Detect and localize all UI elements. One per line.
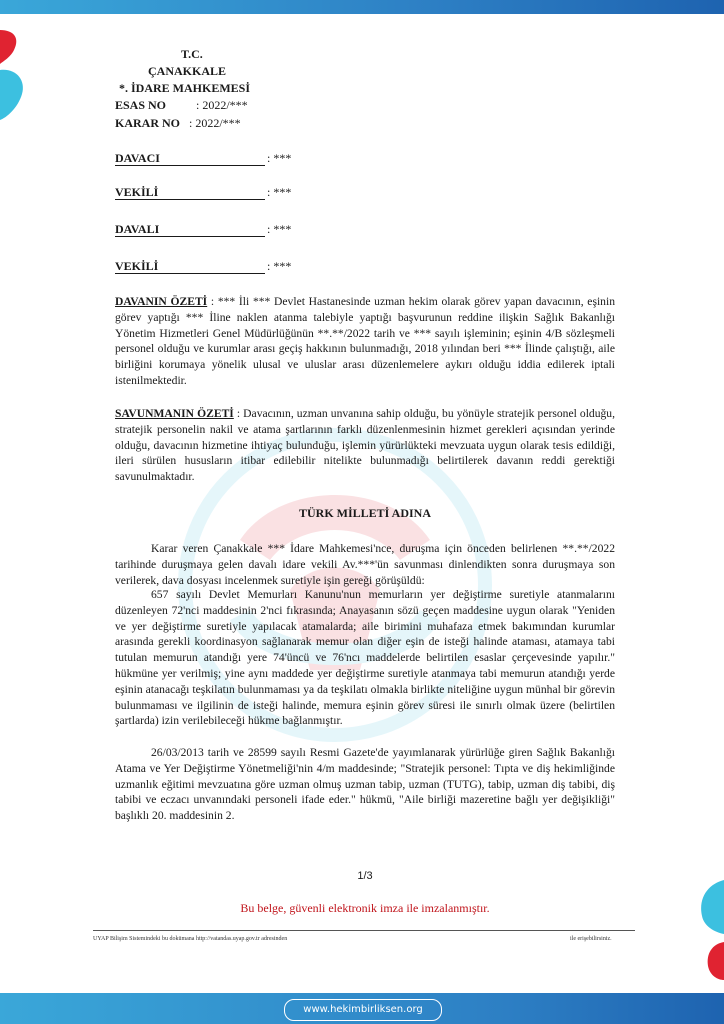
- footnote-right: ile erişebilirsiniz.: [570, 936, 612, 942]
- site-link[interactable]: www.hekimbirliksen.org: [284, 999, 442, 1021]
- body-paragraph-3: 26/03/2013 tarih ve 28599 sayılı Resmi Gazete'de yayımlanarak yürürlüğe giren Sağlık Bakanlığı Atama ve Yer Değiştirme Yönetmeliği'nin 4/m maddesinde; "Stratejik personel: Tıpta ve diş hekimliğinde uzmanlık eğitimi mevzuatına göre uzman olmuş uzman tabip, uzman (TUTG), tabip, uzman diş tabibi, diş tabibi ve eczacı unvanındaki personeli ifade eder." hükmü, "Aile birliği mazeretine bağlı yer değişikliği" başlıklı 20. maddesinin 2.: [115, 746, 615, 823]
- party-value: : ***: [267, 222, 292, 236]
- party-value: : ***: [267, 185, 292, 199]
- party-davali: [115, 222, 292, 237]
- header-tc: T.C.: [181, 47, 203, 61]
- party-davaci: [115, 151, 292, 166]
- left-decor-shapes: [0, 28, 28, 128]
- page-number: 1/3: [357, 870, 373, 882]
- party-label: VEKİLİ: [115, 185, 265, 200]
- savunma-ozeti: [115, 406, 615, 485]
- karar-label: KARAR NO: [115, 116, 180, 130]
- footer-divider: [93, 930, 635, 931]
- party-value: : ***: [267, 151, 292, 165]
- right-decor-shapes: [690, 880, 724, 990]
- savunma-ozeti-label: SAVUNMANIN ÖZETİ: [115, 407, 234, 420]
- party-vekili-2: [115, 259, 292, 274]
- section-title: TÜRK MİLLETİ ADINA: [298, 506, 432, 520]
- esas-label: ESAS NO: [115, 98, 167, 112]
- footnote-left: UYAP Bilişim Sistemindeki bu dokümana http://vatandas.uyap.gov.tr adresinden: [93, 936, 288, 942]
- party-label: DAVACI: [115, 151, 265, 166]
- header-city: ÇANAKKALE: [148, 64, 227, 78]
- party-label: VEKİLİ: [115, 259, 265, 274]
- dava-ozeti-label: DAVANIN ÖZETİ: [115, 295, 208, 308]
- body-paragraph-2: 657 sayılı Devlet Memurları Kanunu'nun memurların yer değiştirme suretiyle atanmalarını düzenleyen 72'nci maddesinin 2'nci fıkrasında; Anayasanın sözü geçen maddesine uygun olarak "Yeniden ve yer değiştirme suretiyle yapılacak atamalarda; aile birimini muhafaza etmek bakımından kurumlar arasında gerekli koordinasyon sağlanarak memur olan diğer eşin de isteği halinde ataması, atamaya tabi tutulan memurun atandığı yere 74'üncü ve 76'ncı maddelerde belirtilen esaslar çerçevesinde yapılır." hükmüne yer verilmiş; yine aynı maddede yer değiştirme suretiyle atanmaya tabi memurun atandığı yerde eşinin atanacağı teşkilatın bulunmaması ya da teşkilatı olmakla birlikte niteliğine uygun münhal bir görevin bulunmaması ve ilgilinin de isteği halinde, memura eşinin görev süresi ile sınırlı olmak üzere (belirtilen şartlarda) izin verilebileceği hükme bağlanmıştır.: [115, 588, 615, 728]
- party-value: : ***: [267, 259, 292, 273]
- esign-note: Bu belge, güvenli elektronik imza ile imzalanmıştır.: [240, 901, 490, 915]
- header-court: *. İDARE MAHKEMESİ: [119, 81, 251, 95]
- party-label: DAVALI: [115, 222, 265, 237]
- karar-value: : 2022/***: [189, 116, 241, 130]
- body-paragraph-1: Karar veren Çanakkale *** İdare Mahkemesi'nce, duruşma için önceden belirlenen **.**/2022 tarihinde duruşmaya gelen davalı idare vekili Av.***'ün savunması dinlendikten sonra duruşmaya son verilerek, dava dosyası incelenmek suretiyle işin gereği görüşüldü:: [115, 542, 615, 587]
- dava-ozeti-text: : *** İli *** Devlet Hastanesinde uzman hekim olarak görev yapan davacının, eşinin görev yaptığı *** İline naklen atanma talebiyle yaptığı başvurunun reddine ilişkin Sağlık Bakanlığı Yönetim Hizmetleri Genel Müdürlüğünün **.**/2022 tarih ve *** sayılı işleminin; eşinin 4/B sözleşmeli personel olduğu ve kurumlar arası geçiş hakkının bulunmadığı, 2018 yılından beri *** İlinde çalıştığı, aile birliğini korumaya yönelik ulusal ve uluslar arası düzenlemelere aykırı olduğu iddia edilerek iptali istenilmektedir.: [115, 295, 615, 387]
- savunma-ozeti-text: : Davacının, uzman unvanına sahip olduğu, bu yönüyle stratejik personel olduğu, stratejik personelin nakil ve atama şartlarının farklı düzenlenmesinin hizmet gerekleri açısından yerinde olduğu, davacının hizmetine ihtiyaç bulunduğu, işlemin yürürlükteki mevzuata uygun olarak tesis edildiği, ileri sürülen hususların itibar edilebilir nitelikte bulunmadığı belirtilerek davanın reddi gerektiği savunulmaktadır.: [115, 407, 615, 484]
- dava-ozeti: [115, 294, 615, 389]
- party-vekili-1: [115, 185, 292, 200]
- top-brand-bar: [0, 0, 724, 14]
- esas-value: : 2022/***: [196, 98, 248, 112]
